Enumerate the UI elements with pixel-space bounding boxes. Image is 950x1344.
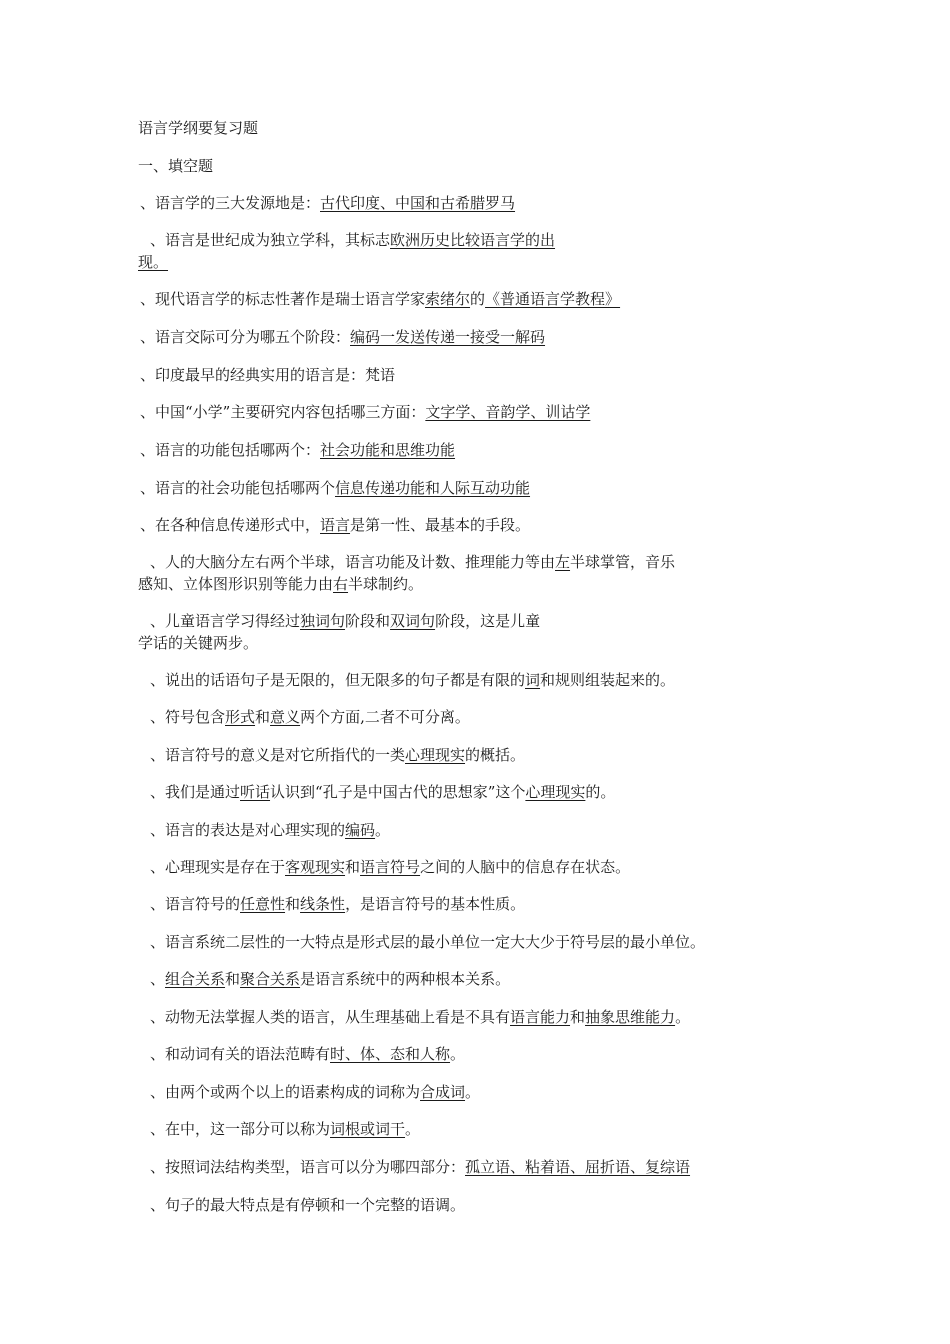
item-line — [138, 632, 540, 654]
item-line — [138, 229, 555, 251]
answer-text: 社会功能和思维功能 — [320, 441, 456, 459]
answer-text: 词 — [525, 671, 541, 689]
item-line — [138, 1194, 465, 1216]
question-text: 学话的关键两步。 — [138, 634, 259, 652]
question-text: 半球制约。 — [348, 575, 424, 593]
fill-in-item — [138, 1194, 465, 1216]
item-line — [138, 1118, 420, 1140]
answer-text: 客观现实 — [285, 858, 346, 876]
fill-in-item — [138, 192, 515, 214]
question-text: 、说出的话语句子是无限的，但无限多的句子都是有限的 — [150, 671, 526, 689]
question-text: 、动物无法掌握人类的语言，从生理基础上看是不具有 — [150, 1008, 511, 1026]
item-line — [138, 856, 630, 878]
answer-text: 形式 — [225, 708, 256, 726]
question-text: 阶段和 — [345, 612, 391, 630]
answer-text: 聚合关系 — [240, 970, 301, 988]
answer-text: 听话 — [240, 783, 271, 801]
answer-text: 意义 — [270, 708, 301, 726]
question-text: 阶段，这是儿童 — [435, 612, 541, 630]
question-text: 、句子的最大特点是有停顿和一个完整的语调。 — [150, 1196, 466, 1214]
question-text: 和 — [345, 858, 361, 876]
fill-in-item — [138, 706, 470, 728]
answer-text: 抽象思维能力 — [585, 1008, 676, 1026]
question-text: 的。 — [585, 783, 616, 801]
question-text: 、中国“小学”主要研究内容包括哪三方面： — [140, 403, 426, 421]
question-text: 、在中，这一部分可以称为 — [150, 1120, 331, 1138]
answer-text: 合成词 — [420, 1083, 466, 1101]
question-text: 。 — [375, 821, 391, 839]
item-line — [138, 551, 675, 573]
question-text: 。 — [675, 1008, 691, 1026]
item-line — [138, 439, 455, 461]
fill-in-item — [138, 401, 590, 423]
item-line — [138, 1043, 465, 1065]
question-text: 和 — [570, 1008, 586, 1026]
question-text: 、印度最早的经典实用的语言是：梵语 — [140, 366, 396, 384]
question-text: 两个方面,二者不可分离。 — [300, 708, 470, 726]
question-text: 是第一性、最基本的手段。 — [350, 516, 531, 534]
question-text: 、语言的社会功能包括哪两个 — [140, 479, 336, 497]
answer-text: 右 — [333, 575, 349, 593]
fill-in-item — [138, 1118, 420, 1140]
question-text: 、儿童语言学习得经过 — [150, 612, 301, 630]
answer-text: 《普通语言学教程》 — [485, 290, 621, 308]
answer-text: 词根或词干 — [330, 1120, 406, 1138]
answer-text: 语言符号 — [360, 858, 421, 876]
question-text: 认识到“孔子是中国古代的思想家”这个 — [270, 783, 526, 801]
question-text: 、现代语言学的标志性著作是瑞士语言学家 — [140, 290, 426, 308]
fill-in-item — [138, 288, 620, 310]
answer-text: 心理现实 — [405, 746, 466, 764]
item-line — [138, 251, 555, 273]
item-line — [138, 573, 675, 595]
answer-text: 语言 — [320, 516, 351, 534]
question-text: 半球掌管，音乐 — [570, 553, 676, 571]
answer-text: 欧洲历史比较语言学的出 — [390, 231, 556, 249]
item-line — [138, 192, 515, 214]
question-text: 、按照词法结构类型，语言可以分为哪四部分： — [150, 1158, 466, 1176]
fill-in-item — [138, 477, 530, 499]
fill-in-item — [138, 610, 540, 654]
question-text: 、语言符号的意义是对它所指代的一类 — [150, 746, 406, 764]
answer-text: 语言能力 — [510, 1008, 571, 1026]
item-line — [138, 610, 540, 632]
answer-text: 信息传递功能和人际互动功能 — [335, 479, 531, 497]
answer-text: 独词句 — [300, 612, 346, 630]
fill-in-item — [138, 781, 615, 803]
question-text: 是语言系统中的两种根本关系。 — [300, 970, 511, 988]
fill-in-item — [138, 439, 455, 461]
fill-in-item — [138, 819, 390, 841]
item-line — [138, 514, 530, 536]
item-line — [138, 326, 545, 348]
fill-in-item — [138, 744, 525, 766]
question-text: 和 — [255, 708, 271, 726]
fill-in-item — [138, 326, 545, 348]
answer-text: 双词句 — [390, 612, 436, 630]
question-text: 、心理现实是存在于 — [150, 858, 286, 876]
item-line — [138, 288, 620, 310]
item-line — [138, 1081, 480, 1103]
answer-text: 线条性 — [300, 895, 346, 913]
question-text: 。 — [405, 1120, 421, 1138]
item-line — [138, 401, 590, 423]
fill-in-item — [138, 229, 555, 273]
item-line — [138, 669, 675, 691]
question-text: 、由两个或两个以上的语素构成的词称为 — [150, 1083, 421, 1101]
question-text: 的 — [470, 290, 486, 308]
question-text: 、 — [150, 970, 166, 988]
question-text: 、语言符号的 — [150, 895, 241, 913]
item-line — [138, 477, 530, 499]
answer-text: 心理现实 — [525, 783, 586, 801]
question-text: 和 — [285, 895, 301, 913]
document-title: 语言学纲要复习题 — [138, 119, 259, 137]
fill-in-item — [138, 551, 675, 595]
answer-text: 组合关系 — [165, 970, 226, 988]
question-text: 的概括。 — [465, 746, 526, 764]
item-line — [138, 893, 525, 915]
answer-text: 现。 — [138, 253, 169, 271]
item-line — [138, 968, 510, 990]
item-line — [138, 706, 470, 728]
question-text: 和 — [225, 970, 241, 988]
fill-in-item — [138, 1156, 690, 1178]
answer-text: 编码 — [345, 821, 376, 839]
answer-text: 文字学、音韵学、训诂学 — [425, 403, 591, 421]
item-line — [138, 364, 395, 386]
fill-in-item — [138, 364, 395, 386]
question-text: 、语言的表达是对心理实现的 — [150, 821, 346, 839]
question-text: 、和动词有关的语法范畴有 — [150, 1045, 331, 1063]
question-text: 、语言学的三大发源地是： — [140, 194, 321, 212]
item-line — [138, 931, 705, 953]
fill-in-item — [138, 1043, 465, 1065]
fill-in-item — [138, 856, 630, 878]
question-text: 、我们是通过 — [150, 783, 241, 801]
item-line — [138, 819, 390, 841]
question-text: 、在各种信息传递形式中， — [140, 516, 321, 534]
item-line — [138, 781, 615, 803]
item-line — [138, 744, 525, 766]
fill-in-item — [138, 1006, 690, 1028]
question-text: 、符号包含 — [150, 708, 226, 726]
answer-text: 任意性 — [240, 895, 286, 913]
answer-text: 时、体、态和人称 — [330, 1045, 451, 1063]
answer-text: 索绪尔 — [425, 290, 471, 308]
question-text: 之间的人脑中的信息存在状态。 — [420, 858, 631, 876]
question-text: 、语言是世纪成为独立学科，其标志 — [150, 231, 391, 249]
answer-text: 编码一发送传递一接受一解码 — [350, 328, 546, 346]
question-text: 、人的大脑分左右两个半球，语言功能及计数、推理能力等由 — [150, 553, 556, 571]
answer-text: 孤立语、粘着语、屈折语、复综语 — [465, 1158, 691, 1176]
question-text: 、语言系统二层性的一大特点是形式层的最小单位一定大大少于符号层的最小单位。 — [150, 933, 706, 951]
item-line — [138, 1156, 690, 1178]
answer-text: 古代印度、中国和古希腊罗马 — [320, 194, 516, 212]
question-text: 感知、立体图形识别等能力由 — [138, 575, 334, 593]
fill-in-item — [138, 968, 510, 990]
fill-in-item — [138, 931, 705, 953]
item-line — [138, 1006, 690, 1028]
question-text: 、语言交际可分为哪五个阶段： — [140, 328, 351, 346]
question-text: 、语言的功能包括哪两个： — [140, 441, 321, 459]
answer-text: 左 — [555, 553, 571, 571]
fill-in-item — [138, 514, 530, 536]
fill-in-item — [138, 669, 675, 691]
question-text: 。 — [465, 1083, 481, 1101]
question-text: 。 — [450, 1045, 466, 1063]
question-text: 和规则组装起来的。 — [540, 671, 676, 689]
section-heading: 一、填空题 — [138, 157, 214, 175]
question-text: ，是语言符号的基本性质。 — [345, 895, 526, 913]
fill-in-item — [138, 893, 525, 915]
fill-in-item — [138, 1081, 480, 1103]
